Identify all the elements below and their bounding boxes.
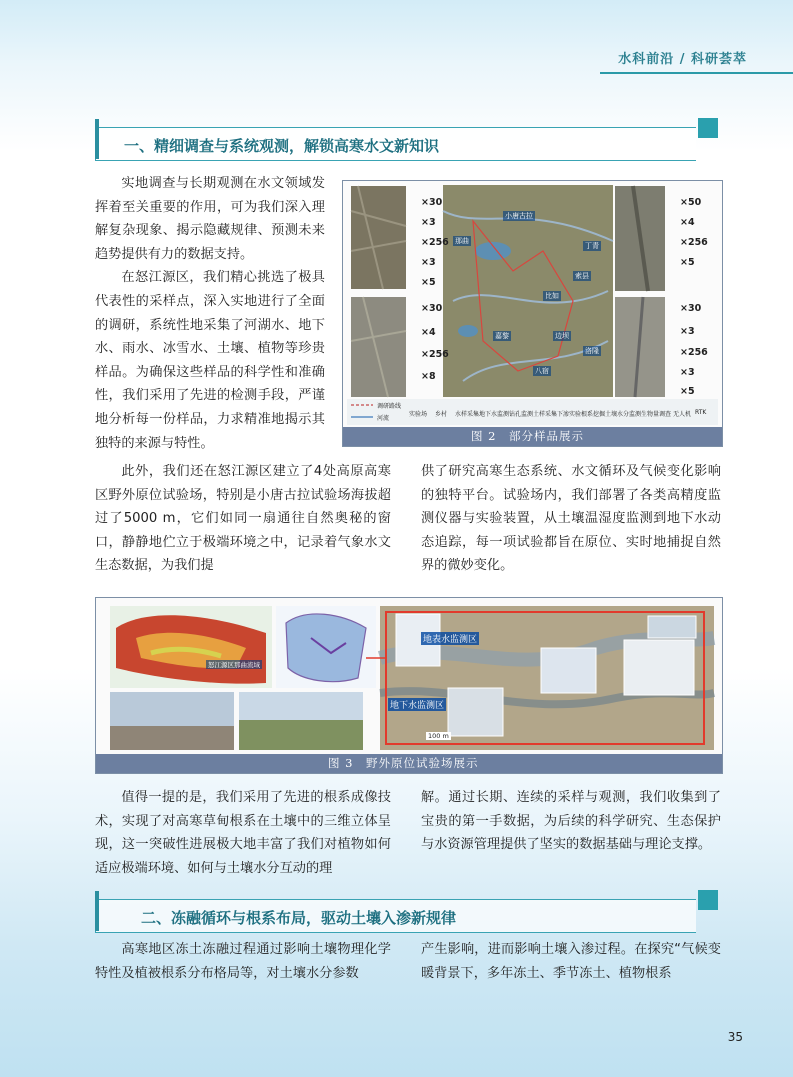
map-label-8: 洛隆 xyxy=(585,347,599,355)
map-label-2: 那曲 xyxy=(455,237,469,245)
figure-3-caption: 图 3 野外原位试验场展示 xyxy=(96,754,722,773)
count-right-bottom-2: ×3 xyxy=(680,326,695,337)
section-1-title: 一、精细调查与系统观测，解锁高寒水文新知识 xyxy=(124,137,440,155)
legend-borehole: 钻孔监测 xyxy=(509,411,534,418)
label-surface-water-zone: 地表水监测区 xyxy=(421,632,479,645)
paragraph-roots-right-text: 解。通过长期、连续的采样与观测，我们收集到了宝贵的第一手数据，为后续的科学研究、生态保护与水资源管理提供了坚实的数据基础与理论支撑。 xyxy=(421,790,721,853)
count-left-top-3: ×256 xyxy=(421,237,449,248)
count-right-top-4: ×5 xyxy=(680,257,695,268)
paragraph-freeze-left xyxy=(95,938,391,985)
legend-root-dig: 根系挖掘 xyxy=(581,411,606,418)
map-label-7: 边坝 xyxy=(555,332,569,340)
map-label-6: 丁青 xyxy=(585,242,599,250)
paragraph-stations-left xyxy=(95,460,391,578)
count-left-top-2: ×3 xyxy=(421,217,436,228)
count-left-bottom-1: ×30 xyxy=(421,303,443,314)
count-right-top-2: ×4 xyxy=(680,217,695,228)
header-tag: 水科前沿 / 科研荟萃 xyxy=(618,52,747,67)
paragraph-sampling: 在怒江源区，我们精心挑选了极具代表性的采样点，深入实地进行了全面的调研，系统性地采集了河湖水、地下水、雨水、冰雪水、土壤、植物等珍贵样品。为确保这些样品的科学性和准确性，我们采用了先进的检测手段，严谨地分析每一份样品，力求精准地揭示其独特的来源与特性。 xyxy=(95,270,325,451)
heading-square-decoration-2 xyxy=(698,890,718,910)
intro-paragraphs xyxy=(95,172,325,462)
map-label-3: 嘉黎 xyxy=(495,332,509,340)
label-basin: 怒江源区那曲流域 xyxy=(208,661,260,669)
map-label-4: 比如 xyxy=(545,292,559,300)
page-number: 35 xyxy=(727,1030,743,1044)
paragraph-roots-left-text: 值得一提的是，我们采用了先进的根系成像技术，实现了对高寒草甸根系在土壤中的三维立体呈现，这一突破性进展极大地丰富了我们对植物如何适应极端环境、如何与土壤水分互动的理 xyxy=(95,790,391,876)
map-label-9: 八宿 xyxy=(535,367,549,375)
legend-site: 实验场 xyxy=(409,411,428,418)
paragraph-stations-left-text: 此外，我们还在怒江源区建立了4处高原高寒区野外原位试验场，特别是小唐古拉试验场海拔超过了5000 m，它们如同一扇通往自然奥秘的窗口，静静地伫立于极端环境之中，记录着气象水文生态数据，为我们提 xyxy=(95,464,391,574)
paragraph-freeze-right xyxy=(421,938,721,985)
count-right-bottom-4: ×3 xyxy=(680,367,695,378)
legend-soil-moisture: 土壤水分监测 xyxy=(605,411,642,418)
map-label-1: 小唐古拉 xyxy=(505,212,533,220)
legend-groundwater: 地下水监测 xyxy=(479,411,510,418)
legend-route: 调研路线 xyxy=(377,403,402,410)
count-right-bottom-5: ×5 xyxy=(680,386,695,397)
figure-2 xyxy=(342,180,723,447)
paragraph-roots-right xyxy=(421,786,721,857)
paragraph-roots-left xyxy=(95,786,391,880)
count-right-bottom-1: ×30 xyxy=(680,303,702,314)
figure-2-caption: 图 2 部分样品展示 xyxy=(343,427,722,446)
paragraph-freeze-right-text: 产生影响，进而影响土壤入渗过程。在探究“气候变暖背景下，多年冻土、季节冻土、植物根系 xyxy=(421,942,721,981)
map-label-5: 索县 xyxy=(575,272,589,280)
paragraph-stations-right xyxy=(421,460,721,578)
legend-biomass: 生物量调查 xyxy=(641,411,672,418)
legend-village: 乡村 xyxy=(435,411,448,418)
count-left-bottom-3: ×256 xyxy=(421,349,449,360)
legend-soil-sample: 土样采集 xyxy=(533,411,558,418)
figure-3 xyxy=(95,597,723,774)
heading-square-decoration xyxy=(698,118,718,138)
legend-rtk: RTK xyxy=(695,409,707,416)
legend-infiltration: 下渗实验 xyxy=(557,411,582,418)
count-right-bottom-3: ×256 xyxy=(680,347,708,358)
section-2-title: 二、冻融循环与根系布局，驱动土壤入渗新规律 xyxy=(141,909,457,927)
paragraph-stations-right-text: 供了研究高寒生态系统、水文循环及气候变化影响的独特平台。试验场内，我们部署了各类高精度监测仪器与实验装置，从土壤温湿度监测到地下水动态追踪，每一项试验都旨在原位、实时地捕捉自然界的微妙变化。 xyxy=(421,464,721,574)
count-left-top-5: ×5 xyxy=(421,277,436,288)
count-left-bottom-2: ×4 xyxy=(421,327,436,338)
label-scale: 100 m xyxy=(428,732,449,740)
label-groundwater-zone: 地下水监测区 xyxy=(388,698,446,711)
count-left-bottom-4: ×8 xyxy=(421,371,436,382)
count-left-top-1: ×30 xyxy=(421,197,443,208)
section-1-heading xyxy=(95,127,696,161)
count-left-top-4: ×3 xyxy=(421,257,436,268)
section-2-heading xyxy=(95,899,696,933)
count-right-top-3: ×256 xyxy=(680,237,708,248)
legend-water-sample: 水样采集 xyxy=(455,411,480,418)
legend-drone: 无人机 xyxy=(673,411,692,418)
paragraph-observation: 实地调查与长期观测在水文领域发挥着至关重要的作用，可为我们深入理解复杂现象、揭示隐藏规律、预测未来趋势提供有力的数据支持。 xyxy=(95,176,325,262)
legend-river: 河流 xyxy=(377,415,390,422)
paragraph-freeze-left-text: 高寒地区冻土冻融过程通过影响土壤物理化学特性及植被根系分布格局等，对土壤水分参数 xyxy=(95,942,391,981)
header-rule xyxy=(600,72,793,74)
count-right-top-1: ×50 xyxy=(680,197,702,208)
figure-3-image xyxy=(96,598,722,754)
